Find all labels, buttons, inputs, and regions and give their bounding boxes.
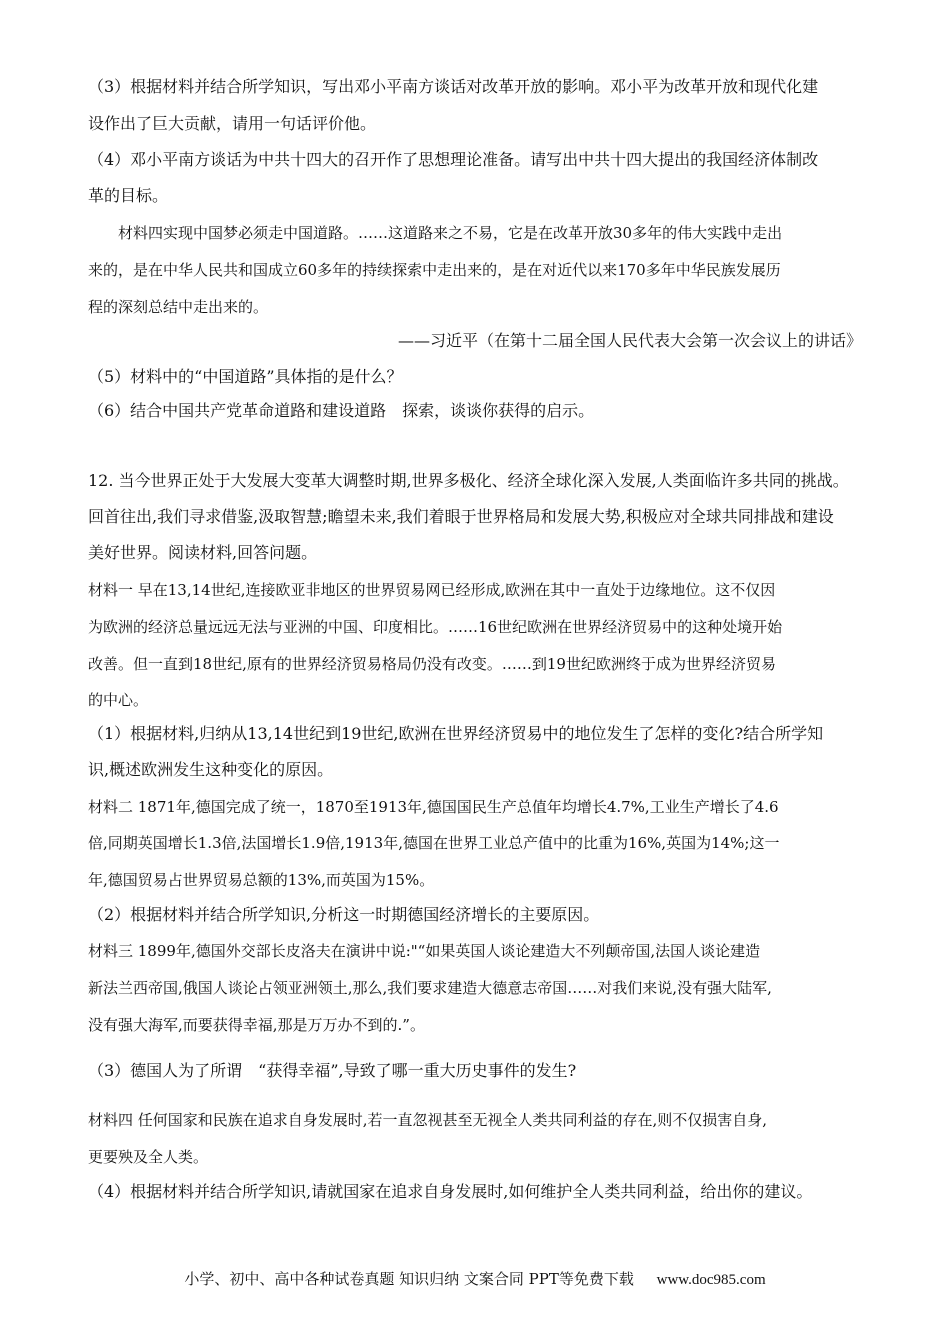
q4-line-1: （4）邓小平南方谈话为中共十四大的召开作了思想理论准备。请写出中共十四大提出的我国经济体制改 (88, 150, 819, 169)
q12-material2-line-1: 材料二 1871年,德国完成了统一，1870至1913年,德国国民生产总值年均增长4.7%,工业生产增长了4.6 (88, 798, 779, 816)
material4-line-2: 来的，是在中华人民共和国成立60多年的持续探索中走出来的，是在对近代以来170多年中华民族发展历 (88, 261, 781, 279)
q12-material3-line-1: 材料三 1899年,德国外交部长皮洛夫在演讲中说:"“如果英国人谈论建造大不列颠帝国,法国人谈论建造 (88, 942, 761, 960)
q12-material1-line-1: 材料一 早在13,14世纪,连接欧亚非地区的世界贸易网已经形成,欧洲在其中一直处于边缘地位。这不仅因 (88, 581, 776, 599)
q12-q1-line-1: （1）根据材料,归纳从13,14世纪到19世纪,欧洲在世界经济贸易中的地位发生了怎样的变化?结合所学知 (88, 724, 824, 743)
q12-q1-line-2: 识,概述欧洲发生这种变化的原因。 (88, 760, 334, 779)
q12-material3-line-2: 新法兰西帝国,俄国人谈论占领亚洲领土,那么,我们要求建造大德意志帝国……对我们来说,没有强大陆军, (88, 979, 772, 997)
material4-source: ——习近平（在第十二届全国人民代表大会第一次会议上的讲话》 (397, 331, 862, 350)
material4-line-3: 程的深刻总结中走出来的。 (88, 298, 269, 316)
q12-intro-line-2: 回首往出,我们寻求借鉴,汲取智慧;瞻望未来,我们着眼于世界格局和发展大势,积极应对全球共同排战和建设 (88, 507, 834, 526)
q3-line-1: （3）根据材料并结合所学知识，写出邓小平南方谈话对改革开放的影响。邓小平为改革开放和现代化建 (88, 77, 819, 96)
q12-intro-line-3: 美好世界。阅读材料,回答问题。 (88, 543, 318, 562)
q12-material3-line-3: 没有强大海军,而要获得幸福,那是万万办不到的.”。 (88, 1016, 425, 1034)
q3-line-2: 设作出了巨大贡献，请用一句话评价他。 (88, 114, 377, 133)
q12-material4-line-2: 更要殃及全人类。 (88, 1148, 209, 1166)
footer-text: 小学、初中、高中各种试卷真题 知识归纳 文案合同 PPT等免费下载 (184, 1270, 634, 1288)
q12-intro-line-1: 12. 当今世界正处于大发展大变革大调整时期,世界多极化、经济全球化深入发展,人类面临许多共同的挑战。 (88, 471, 849, 490)
q12-material2-line-3: 年,德国贸易占世界贸易总额的13%,而英国为15%。 (88, 871, 435, 889)
material4-line-1: 材料四实现中国梦必须走中国道路。……这道路来之不易，它是在改革开放30多年的伟大实践中走出 (118, 224, 783, 242)
q6: （6）结合中国共产党革命道路和建设道路 探索，谈谈你获得的启示。 (88, 401, 595, 420)
q12-material2-line-2: 倍,同期英国增长1.3倍,法国增长1.9倍,1913年,德国在世界工业总产值中的比重为16%,英国为14%;这一 (88, 834, 780, 852)
q5: （5）材料中的“中国道路”具体指的是什么？ (88, 367, 403, 386)
q12-material1-line-3: 改善。但一直到18世纪,原有的世界经济贸易格局仍没有改变。……到19世纪欧洲终于成为世界经济贸易 (88, 655, 776, 673)
q4-line-2: 革的目标。 (88, 186, 169, 205)
q12-material1-line-2: 为欧洲的经济总量远远无法与亚洲的中国、印度相比。……16世纪欧洲在世界经济贸易中的这种处境开始 (88, 618, 783, 636)
q12-q3: （3）德国人为了所谓 “获得幸福”,导致了哪一重大历史事件的发生? (88, 1061, 577, 1080)
footer-url[interactable]: www.doc985.com (656, 1272, 766, 1288)
q12-material1-line-4: 的中心。 (88, 691, 149, 709)
q12-q4: （4）根据材料并结合所学知识,请就国家在追求自身发展时,如何维护全人类共同利益，给出你的建议。 (88, 1182, 813, 1201)
q12-material4-line-1: 材料四 任何国家和民族在追求自身发展时,若一直忽视甚至无视全人类共同利益的存在,则不仅损害自身, (88, 1111, 768, 1129)
page-footer (0, 1268, 950, 1289)
q12-q2: （2）根据材料并结合所学知识,分析这一时期德国经济增长的主要原因。 (88, 905, 600, 924)
